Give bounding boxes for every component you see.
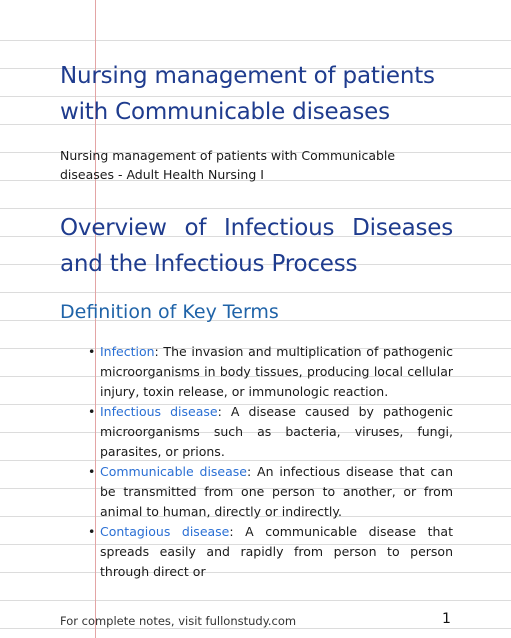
definition-term: Infectious disease xyxy=(100,404,218,419)
bullet-icon: • xyxy=(88,464,96,479)
definition-item xyxy=(88,402,453,462)
definition-term: Infection xyxy=(100,344,155,359)
page-content xyxy=(60,58,453,582)
page-number: 1 xyxy=(442,611,451,627)
document-subtitle: Nursing management of patients with Communicable diseases - Adult Health Nursing I xyxy=(60,148,396,182)
definition-term: Communicable disease xyxy=(100,464,247,479)
subsection-heading: Definition of Key Terms xyxy=(60,301,279,323)
document-title: Nursing management of patients with Communicable diseases xyxy=(60,63,435,125)
definition-list xyxy=(60,342,453,582)
bullet-icon: • xyxy=(88,404,96,419)
definition-text: : A disease caused by pathogenic microorganisms such as bacteria, viruses, fungi, parasites, or prions. xyxy=(100,404,453,459)
bullet-icon: • xyxy=(88,344,96,359)
footer-note: For complete notes, visit fullonstudy.com xyxy=(60,614,297,628)
section-heading: Overview of Infectious Diseases and the Infectious Process xyxy=(60,215,453,277)
definition-text: : An infectious disease that can be transmitted from one person to another, or from animal to human, directly or indirectly. xyxy=(100,464,454,519)
definition-item xyxy=(88,522,453,582)
definition-text: : A communicable disease that spreads easily and rapidly from person to person through direct or xyxy=(100,524,453,579)
definition-term: Contagious disease xyxy=(100,524,230,539)
definition-item xyxy=(88,462,454,522)
bullet-icon: • xyxy=(88,524,96,539)
definition-item xyxy=(88,342,453,402)
definition-text: : The invasion and multiplication of pathogenic microorganisms in body tissues, producing local cellular injury, toxin release, or immunologic reaction. xyxy=(100,344,453,399)
